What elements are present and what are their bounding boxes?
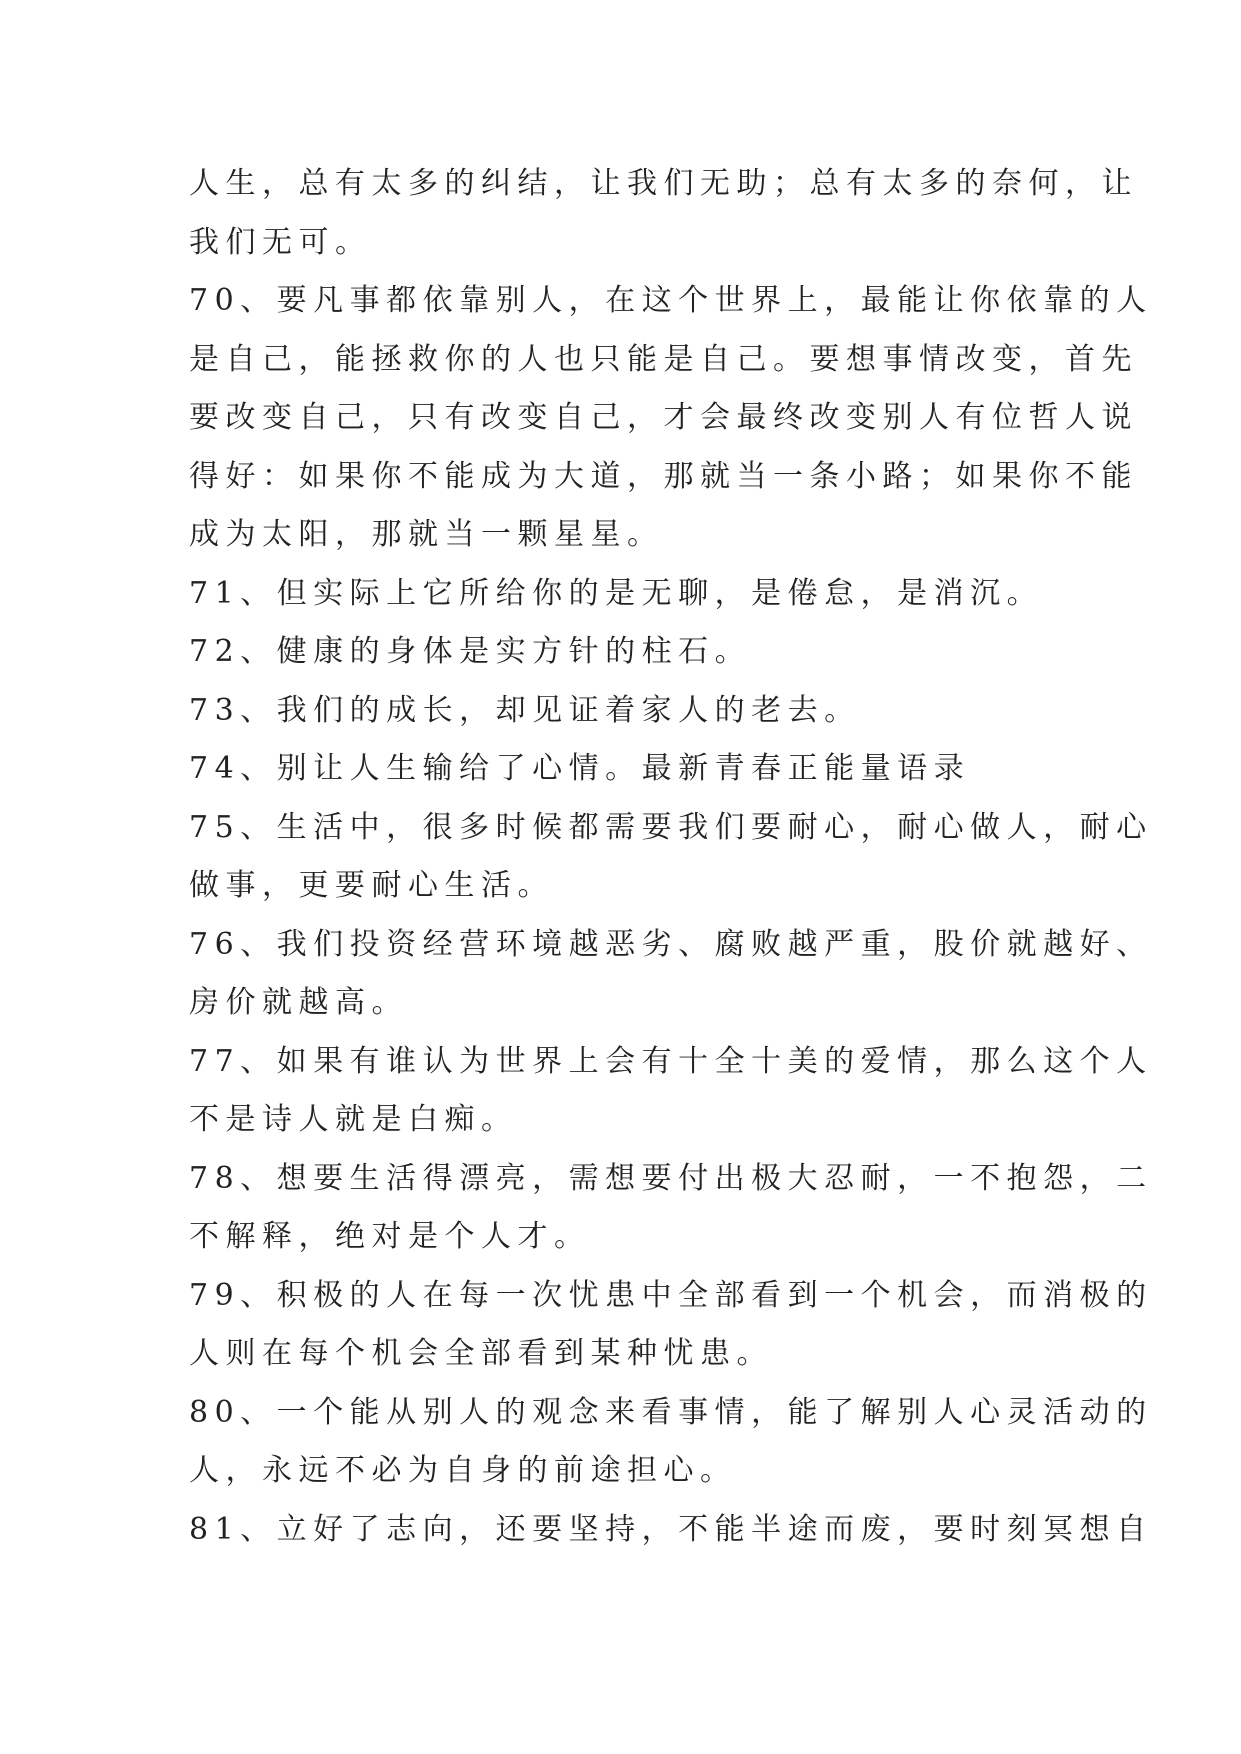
text-line: 72、健康的身体是实方针的柱石。: [189, 634, 752, 669]
text-line: 81、立好了志向，还要坚持，不能半途而废，要时刻冥想自: [189, 1511, 1153, 1547]
text-line: 成为太阳，那就当一颗星星。: [189, 517, 664, 552]
text-line: 79、积极的人在每一次忧患中全部看到一个机会，而消极的: [189, 1277, 1153, 1313]
text-line: 要改变自己，只有改变自己，才会最终改变别人有位哲人说: [189, 400, 1138, 435]
text-line: 71、但实际上它所给你的是无聊，是倦怠，是消沉。: [189, 575, 1044, 611]
text-line: 不是诗人就是白痴。: [189, 1102, 518, 1137]
text-line: 73、我们的成长，却见证着家人的老去。: [189, 692, 861, 728]
text-line: 得好：如果你不能成为大道，那就当一条小路；如果你不能: [189, 458, 1138, 494]
text-line: 77、如果有谁认为世界上会有十全十美的爱情，那么这个人: [189, 1043, 1153, 1079]
text-line: 78、想要生活得漂亮，需想要付出极大忍耐，一不抱怨，二: [189, 1160, 1153, 1196]
text-line: 80、一个能从别人的观念来看事情，能了解别人心灵活动的: [189, 1394, 1153, 1430]
document-body: [189, 155, 1153, 1559]
text-line: 人则在每个机会全部看到某种忧患。: [189, 1336, 773, 1371]
text-line: 做事，更要耐心生活。: [189, 868, 554, 903]
text-line: 人，永远不必为自身的前途担心。: [189, 1453, 737, 1488]
text-line: 人生，总有太多的纠结，让我们无助；总有太多的奈何，让: [189, 166, 1138, 201]
text-line: 我们无可。: [189, 224, 372, 260]
text-line: 76、我们投资经营环境越恶劣、腐败越严重，股价就越好、: [189, 926, 1153, 962]
text-line: 75、生活中，很多时候都需要我们要耐心，耐心做人，耐心: [189, 809, 1153, 845]
text-line: 70、要凡事都依靠别人，在这个世界上，最能让你依靠的人: [189, 283, 1153, 318]
text-line: 74、别让人生输给了心情。最新青春正能量语录: [189, 751, 971, 786]
text-line: 是自己，能拯救你的人也只能是自己。要想事情改变，首先: [189, 341, 1138, 377]
text-line: 房价就越高。: [189, 985, 408, 1020]
text-line: 不解释，绝对是个人才。: [189, 1219, 591, 1254]
